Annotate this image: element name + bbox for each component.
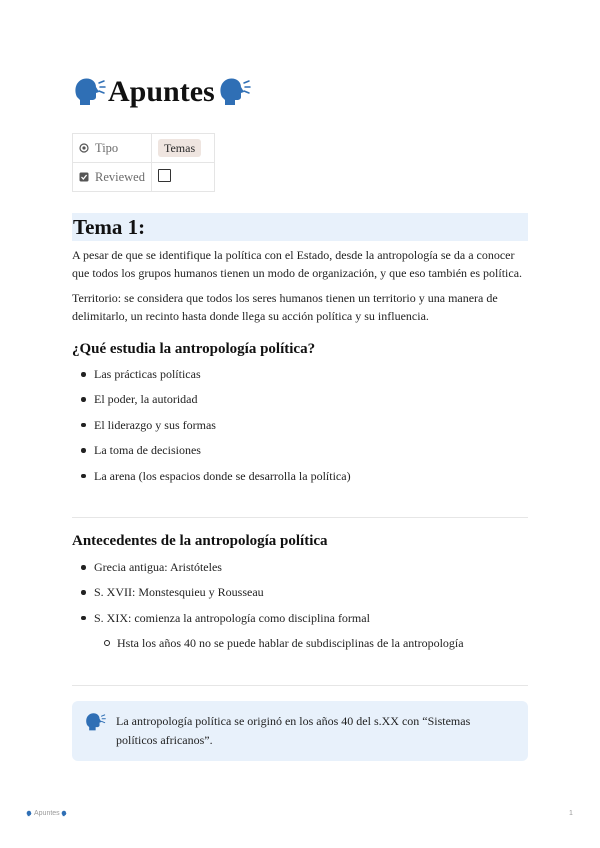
- tipo-tag[interactable]: Temas: [158, 139, 201, 157]
- page-title: [72, 70, 251, 114]
- footer-label: Apuntes: [34, 810, 60, 817]
- paragraph-politica-estado: A pesar de que se identifique la política con el Estado, desde la antropología se da a conocer que todos los grupos humanos tienen un modo de organización, y que eso también es política.: [72, 248, 523, 280]
- heading-tema-1: Tema 1:: [72, 213, 528, 241]
- divider: [72, 685, 528, 686]
- footer: [26, 810, 68, 817]
- property-key-tipo: Tipo: [95, 140, 119, 155]
- speaking-head-icon: [217, 75, 251, 109]
- list-item: El liderazgo y sus formas: [72, 416, 351, 441]
- speaking-head-icon: [61, 810, 68, 817]
- properties-table: [72, 133, 215, 192]
- list-item: La toma de decisiones: [72, 441, 351, 466]
- callout-text: La antropología política se originó en los años 40 del s.XX con “Sistemas políticos africanos”.: [116, 714, 471, 747]
- antecedentes-list: [72, 558, 370, 634]
- page-number: 1: [569, 810, 573, 817]
- list-item: La arena (los espacios donde se desarrolla la política): [72, 467, 351, 492]
- list-item: Grecia antigua: Aristóteles: [72, 558, 370, 583]
- list-item: Las prácticas políticas: [72, 365, 351, 390]
- divider: [72, 517, 528, 518]
- callout: [72, 701, 528, 761]
- paragraph-territorio: Territorio: se considera que todos los seres humanos tienen un territorio y una manera de delimitarlo, un recinto hasta donde llega su acción política y su influencia.: [72, 291, 498, 323]
- property-row-tipo: [73, 134, 215, 163]
- property-key-reviewed: Reviewed: [95, 169, 145, 184]
- list-item: Hsta los años 40 no se puede hablar de subdisciplinas de la antropología: [95, 634, 464, 652]
- list-item: S. XVII: Monstesquieu y Rousseau: [72, 583, 370, 608]
- target-icon: [79, 143, 89, 153]
- speaking-head-icon: [84, 711, 106, 733]
- page-title-text: Apuntes: [108, 75, 215, 108]
- heading-que-estudia: ¿Qué estudia la antropología política?: [72, 341, 316, 357]
- speaking-head-icon: [72, 75, 106, 109]
- speaking-head-icon: [26, 810, 33, 817]
- que-estudia-list: [72, 365, 351, 492]
- reviewed-checkbox[interactable]: [158, 169, 171, 182]
- list-item: S. XIX: comienza la antropología como disciplina formal: [72, 609, 370, 634]
- checkbox-icon: [79, 172, 89, 182]
- heading-antecedentes: Antecedentes de la antropología política: [72, 533, 328, 549]
- antecedentes-sublist: [95, 634, 464, 652]
- list-item: El poder, la autoridad: [72, 390, 351, 415]
- property-row-reviewed: [73, 163, 215, 192]
